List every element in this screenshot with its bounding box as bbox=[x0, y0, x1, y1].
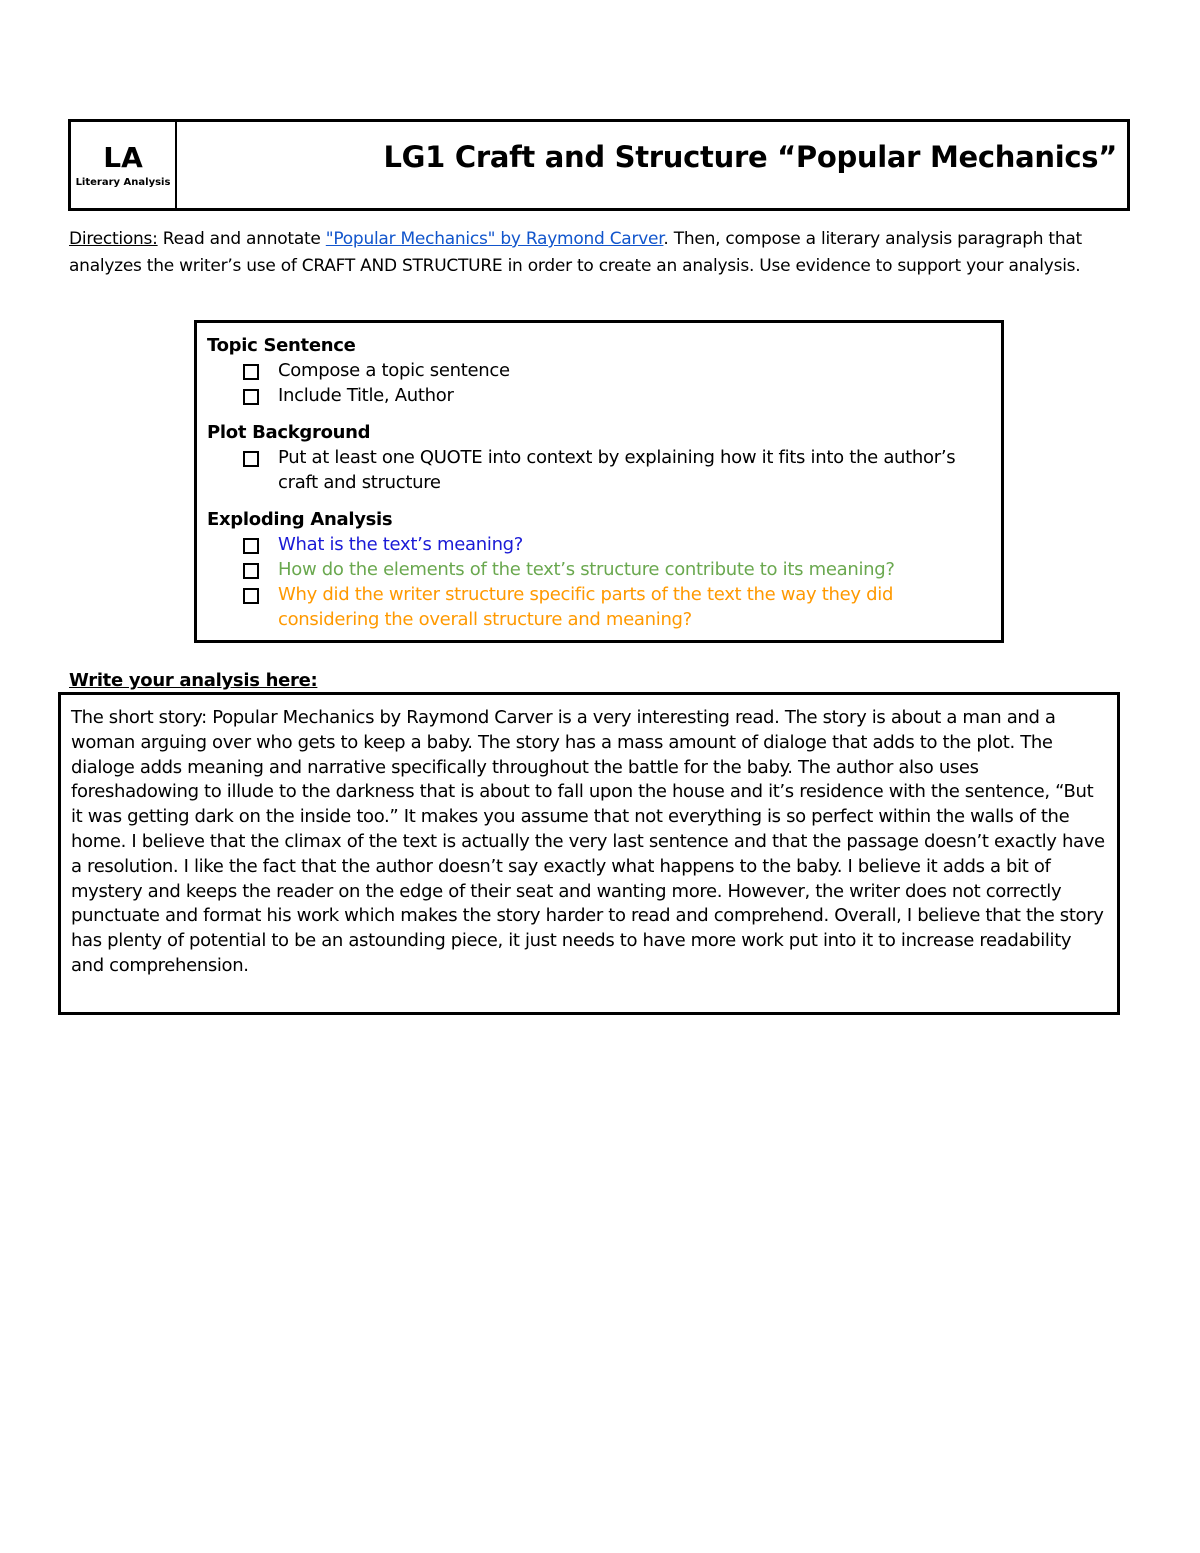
checklist-item-text: Compose a topic sentence bbox=[278, 360, 510, 381]
checkbox-icon[interactable] bbox=[243, 588, 259, 604]
la-badge bbox=[71, 122, 177, 208]
response-label: Write your analysis here: bbox=[69, 670, 318, 691]
checklist-item bbox=[207, 557, 991, 582]
checklist-box bbox=[194, 320, 1004, 643]
checkbox-icon[interactable] bbox=[243, 451, 259, 467]
checkbox-icon[interactable] bbox=[243, 538, 259, 554]
la-subtitle: Literary Analysis bbox=[75, 176, 171, 188]
checklist-item-text: Why did the writer structure specific parts of the text the way they did considering the overall structure and meaning? bbox=[278, 584, 894, 630]
checklist-item bbox=[207, 445, 991, 495]
checklist-item-text: How do the elements of the text’s structure contribute to its meaning? bbox=[278, 559, 895, 580]
checklist-item-text: What is the text’s meaning? bbox=[278, 534, 524, 555]
checklist-item-text: Include Title, Author bbox=[278, 385, 454, 406]
checklist-item bbox=[207, 358, 991, 383]
directions-text-before: Read and annotate bbox=[157, 229, 326, 249]
checklist-item-text: Put at least one QUOTE into context by explaining how it fits into the author’s craft and structure bbox=[278, 447, 956, 493]
checkbox-icon[interactable] bbox=[243, 563, 259, 579]
directions-text-after: . Then, compose a literary analysis paragraph that analyzes the writer’s use of CRAFT AND STRUCTURE in order to create an analysis. Use evidence to support your analysis. bbox=[69, 229, 1082, 276]
story-link[interactable]: "Popular Mechanics" by Raymond Carver bbox=[325, 229, 664, 249]
checklist-item bbox=[207, 582, 991, 632]
analysis-response-box[interactable]: The short story: Popular Mechanics by Raymond Carver is a very interesting read. The story is about a man and a woman arguing over who gets to keep a baby. The story has a mass amount of dialoge that adds to the plot. The dialoge adds meaning and narrative specifically throughout the battle for the baby. The author also uses foreshadowing to illude to the darkness that is about to fall upon the house and it’s residence with the sentence, “But it was getting dark on the inside too.” It makes you assume that not everything is so perfect within the walls of the home. I believe that the climax of the text is actually the very last sentence and that the passage doesn’t exactly have a resolution. I like the fact that the author doesn’t say exactly what happens to the baby. I believe it adds a bit of mystery and keeps the reader on the edge of their seat and wanting more. However, the writer does not correctly punctuate and format his work which makes the story harder to read and comprehend. Overall, I believe that the story has plenty of potential to be an astounding piece, it just needs to have more work put into it to increase readability and comprehension. bbox=[58, 692, 1120, 1015]
section-heading-exploding-analysis: Exploding Analysis bbox=[207, 509, 393, 530]
la-code: LA bbox=[103, 140, 143, 174]
checklist-item bbox=[207, 532, 991, 557]
checkbox-icon[interactable] bbox=[243, 364, 259, 380]
directions-label: Directions: bbox=[69, 229, 158, 249]
page-title: LG1 Craft and Structure “Popular Mechanics” bbox=[383, 140, 1117, 174]
checklist-item bbox=[207, 383, 991, 408]
title-banner bbox=[68, 119, 1130, 211]
section-heading-topic-sentence: Topic Sentence bbox=[207, 335, 356, 356]
directions bbox=[69, 226, 1129, 279]
checkbox-icon[interactable] bbox=[243, 389, 259, 405]
section-heading-plot-background: Plot Background bbox=[207, 422, 371, 443]
